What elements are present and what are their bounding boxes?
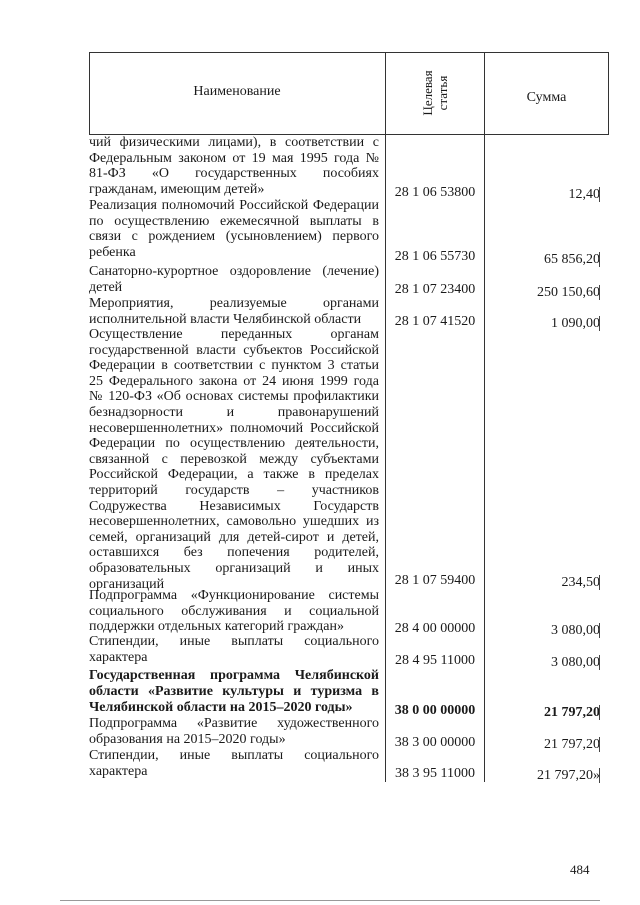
header-target-article-line1: Целевая [420,70,435,116]
row-name: Стипендии, иные выплаты социального характера [89,748,379,779]
row-sum: 3 080,00 [551,655,600,670]
header-sum: Сумма [526,90,567,105]
row-code: 28 1 07 23400 [394,282,476,297]
header-target-article-line2: статья [435,75,450,111]
sum-cell-border [599,285,600,300]
row-sum: 250 150,60 [537,285,600,300]
row-code: 38 3 95 11000 [395,766,475,781]
row-code: 28 1 07 41520 [394,314,476,329]
sum-cell-border [599,655,600,670]
table-top-border [89,52,609,53]
sum-cell-border [599,737,600,752]
row-sum: 65 856,20 [544,252,600,267]
row-code: 28 1 07 59400 [394,573,476,588]
page-number: 484 [570,862,590,877]
sum-cell-border [599,252,600,267]
header-target-article [420,70,450,115]
sum-cell-border [599,768,600,783]
row-name: чий физическими лицами), в соответствии с Федеральным законом от 19 мая 1995 года № 81-ФЗ «О государственных пособиях гражданам, имеющим детей» [89,135,379,197]
row-sum: 21 797,20» [537,768,600,783]
row-code: 28 1 06 55730 [394,249,476,264]
column-divider-code-sum [484,52,485,782]
row-code: 38 3 00 00000 [394,735,476,750]
row-name: Санаторно-курортное оздоровление (лечение) детей [89,264,379,295]
row-name-program: Государственная программа Челябинской области «Развитие культуры и туризма в Челябинской области на 2015–2020 годы» [89,668,379,716]
row-name: Реализация полномочий Российской Федерации по осуществлению ежемесячной выплаты в связи с рождением (усыновлением) первого ребенка [89,198,379,260]
row-name: Подпрограмма «Функционирование системы социального обслуживания и социальной поддержки отдельных категорий граждан» [89,588,379,635]
row-name: Мероприятия, реализуемые органами исполнительной власти Челябинской области [89,296,379,327]
row-sum: 1 090,00 [551,316,600,331]
sum-cell-border [599,705,600,720]
row-name: Стипендии, иные выплаты социального характера [89,634,379,665]
row-sum: 234,50 [561,575,600,590]
row-sum: 12,40 [568,187,600,202]
sum-cell-border [599,187,600,202]
row-name: Осуществление переданных органам государственной власти субъектов Российской Федерации в соответствии с пунктом 3 статьи 25 Федерального закона от 24 июня 1999 года № 120-ФЗ «Об основах системы профилактики безнадзорности и правонарушений несовершеннолетних» полномочий Российской Федерации по осуществлению деятельности, связанной с перевозкой между субъектами Российской Федерации, а также в пределах территорий государств – участников Содружества Независимых Государств несовершеннолетних, самовольно ушедших из семей, организаций для детей-сирот и детей, оставшихся без попечения родителей, образовательных организаций и иных организаций [89,327,379,592]
sum-cell-border [599,575,600,590]
row-sum: 3 080,00 [551,623,600,638]
page-bottom-rule [60,900,600,901]
header-name: Наименование [193,84,281,99]
row-code: 28 4 00 00000 [394,621,476,636]
row-sum-program: 21 797,20 [544,705,600,720]
row-code-program: 38 0 00 00000 [394,703,476,718]
row-code: 28 4 95 11000 [395,653,475,668]
row-sum: 21 797,20 [544,737,600,752]
column-divider-name-code [385,52,386,782]
row-code: 28 1 06 53800 [394,185,476,200]
row-name: Подпрограмма «Развитие художественного образования на 2015–2020 годы» [89,716,379,747]
sum-cell-border [599,316,600,331]
sum-cell-border [599,623,600,638]
table-right-border [608,52,609,134]
